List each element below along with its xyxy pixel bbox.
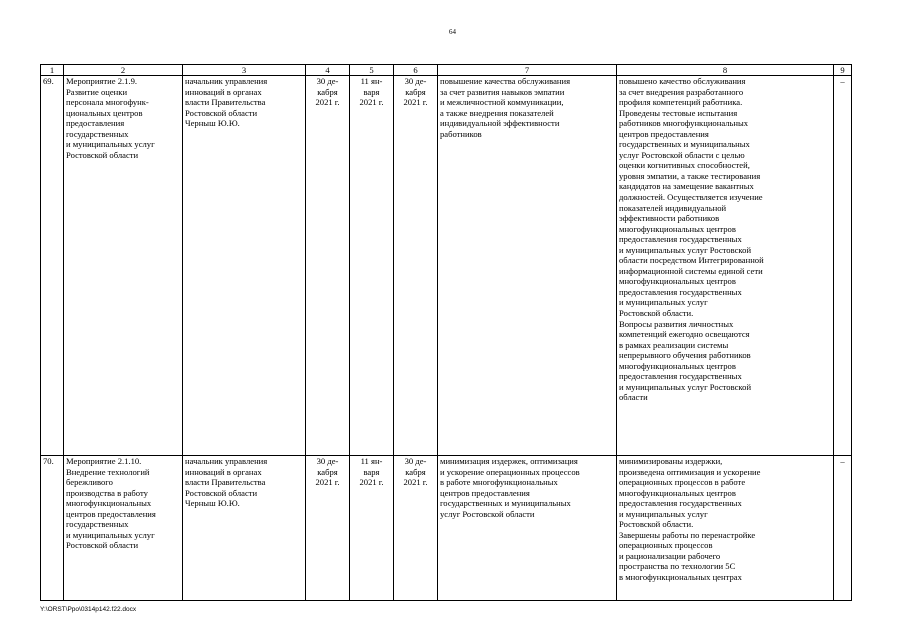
responsible-cell: начальник управления инноваций в органах власти Правительства Ростовской области Черныш Ю.Ю. (183, 456, 306, 601)
column-header: 6 (394, 65, 438, 76)
table-row (41, 456, 852, 601)
column-header: 3 (183, 65, 306, 76)
column-header: 4 (306, 65, 350, 76)
actual-result-cell: повышено качество обслуживания за счет внедрения разработанного профиля компетенций работника. Проведены тестовые испытания работников многофункциональных центров предоставления государственных и муниципальных услуг Ростовской области с целью оценки когнитивных способностей, уровня эмпатии, а также тестирования кандидатов на замещение вакантных должностей. Осуществляется изучение показателей индивидуальной эффективности работников многофункциональных центров предоставления государственных и муниципальных услуг Ростовской области посредством Интегрированной информационной системы единой сети многофункциональных центров предоставления государственных и муниципальных услуг Ростовской области. Вопросы развития личностных компетенций ежегодно освещаются в рамках реализации системы непрерывного обучения работников многофункциональных центров предоставления государственных и муниципальных услуг Ростовской области (617, 76, 834, 456)
date-end-cell: 11 ян- варя 2021 г. (350, 76, 394, 456)
page-number: 64 (449, 28, 456, 36)
document-path-footer: Y:\ORST\Ppo\0314p142.f22.docx (40, 606, 137, 613)
table-header-row (41, 65, 852, 76)
actual-result-cell: минимизированы издержки, произведена оптимизация и ускорение операционных процессов в работе многофункциональных центров предоставления государственных и муниципальных услуг Ростовской области. Завершены работы по перенастройке операционных процессов и рационализации рабочего пространства по технологии 5С в многофункциональных центрах (617, 456, 834, 601)
column-header: 9 (834, 65, 852, 76)
date-fact-cell: 30 де- кабря 2021 г. (394, 456, 438, 601)
date-end-cell: 11 ян- варя 2021 г. (350, 456, 394, 601)
measure-cell: Мероприятие 2.1.9. Развитие оценки персонала многофунк- циональных центров предоставления государственных и муниципальных услуг Ростовской области (64, 76, 183, 456)
date-fact-cell: 30 де- кабря 2021 г. (394, 76, 438, 456)
measure-cell: Мероприятие 2.1.10. Внедрение технологий бережливого производства в работу многофункциональных центров предоставления государственных и муниципальных услуг Ростовской области (64, 456, 183, 601)
column-header: 2 (64, 65, 183, 76)
responsible-cell: начальник управления инноваций в органах власти Правительства Ростовской области Черныш Ю.Ю. (183, 76, 306, 456)
report-table (40, 64, 852, 601)
row-number: 70. (41, 456, 64, 601)
note-cell: – (834, 456, 852, 601)
planned-result-cell: повышение качества обслуживания за счет развития навыков эмпатии и межличностной коммуникации, а также внедрения показателей индивидуальной эффективности работников (438, 76, 617, 456)
column-header: 8 (617, 65, 834, 76)
date-start-cell: 30 де- кабря 2021 г. (306, 456, 350, 601)
row-number: 69. (41, 76, 64, 456)
column-header: 5 (350, 65, 394, 76)
column-header: 7 (438, 65, 617, 76)
planned-result-cell: минимизация издержек, оптимизация и ускорение операционных процессов в работе многофункциональных центров предоставления государственных и муниципальных услуг Ростовской области (438, 456, 617, 601)
table-row (41, 76, 852, 456)
note-cell: – (834, 76, 852, 456)
date-start-cell: 30 де- кабря 2021 г. (306, 76, 350, 456)
column-header: 1 (41, 65, 64, 76)
